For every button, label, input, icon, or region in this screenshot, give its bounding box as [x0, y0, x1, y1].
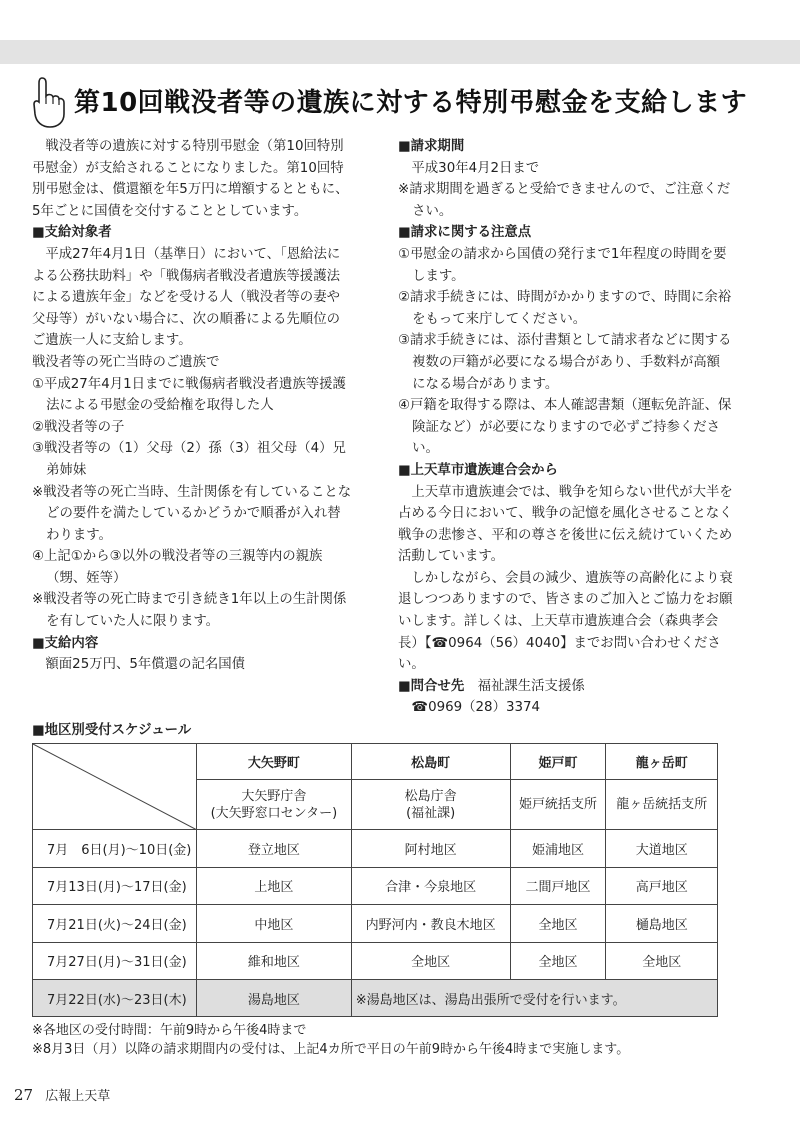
- caution-item-1: ①弔慰金の請求から国債の発行まで1年程度の時間を要します。: [398, 246, 727, 284]
- contact-department: 福祉課生活支援係: [477, 678, 585, 694]
- office-sub: (福祉課): [406, 805, 456, 821]
- district-cell: 姫浦地区: [510, 830, 606, 868]
- title-area: [28, 74, 773, 134]
- caution-item-4: ④戸籍を取得する際は、本人確認書類（運転免許証、保険証など）が必要になりますので必ずご持参ください。: [398, 398, 732, 457]
- office-cell: [351, 780, 510, 830]
- contact-phone: ☎0969（28）3374: [411, 700, 541, 716]
- district-cell: 登立地区: [197, 830, 352, 868]
- office-cell: 姫戸統括支所: [510, 780, 606, 830]
- district-cell: 合津・今泉地区: [351, 867, 510, 905]
- content-heading: ■支給内容: [32, 635, 99, 651]
- office-cell: 龍ヶ岳統括支所: [606, 780, 718, 830]
- district-cell: 大道地区: [606, 830, 718, 868]
- content-text: 額面25万円、5年償還の記名国債: [45, 657, 246, 673]
- district-cell: 全地区: [510, 905, 606, 943]
- district-cell: 二間戸地区: [510, 867, 606, 905]
- date-cell: 7月22日(水)～23日(木): [33, 980, 197, 1017]
- date-cell: 7月13日(月)～17日(金): [33, 867, 197, 905]
- footnote: ※8月3日（月）以降の請求期間内の受付は、上記4カ所で平日の午前9時から午後4時まで実施します。: [32, 1042, 630, 1057]
- right-column: [398, 136, 733, 719]
- eligible-item-4: ④上記①から③以外の戦没者等の三親等内の親族（甥、姪等）: [32, 549, 323, 586]
- caution-item-2: ②請求手続きには、時間がかかりますので、時間に余裕をもって来庁してください。: [398, 290, 732, 327]
- eligible-lead: 戦没者等の死亡当時のご遺族で: [32, 354, 220, 370]
- yushima-note-cell: ※湯島地区は、湯島出張所で受付を行います。: [351, 980, 717, 1017]
- district-cell: 上地区: [197, 867, 352, 905]
- district-cell: 内野河内・教良木地区: [351, 905, 510, 943]
- town-header: 松島町: [351, 744, 510, 780]
- date-cell: 7月27日(月)～31日(金): [33, 942, 197, 980]
- contact-heading: ■問合せ先: [398, 678, 465, 694]
- schedule-heading: ■地区別受付スケジュール: [32, 723, 192, 738]
- table-header-row: [33, 744, 718, 780]
- table-row: [33, 905, 718, 943]
- period-heading: ■請求期間: [398, 139, 465, 154]
- table-row: [33, 942, 718, 980]
- intro-paragraph: 戦没者等の遺族に対する特別弔慰金（第10回特別弔慰金）が支給されることになりました。第10回特別弔慰金は、償還額を年5万円に増額するとともに、5年ごとに国債を交付することとしています。: [32, 139, 349, 219]
- footnote: ※各地区の受付時間：午前9時から午後4時まで: [32, 1023, 307, 1038]
- district-cell: 中地区: [197, 905, 352, 943]
- period-text: 平成30年4月2日まで: [411, 160, 540, 176]
- district-cell: 阿村地区: [351, 830, 510, 868]
- page-title: 第10回戦没者等の遺族に対する特別弔慰金を支給します: [74, 88, 748, 118]
- eligible-item-2: ②戦没者等の子: [32, 419, 125, 435]
- eligible-note-1: ※戦没者等の死亡当時、生計関係を有していることなどの要件を満たしているかどうかで順番が入れ替わります。: [32, 484, 352, 543]
- table-row: [33, 867, 718, 905]
- caution-item-3: ③請求手続きには、添付書類として請求者などに関する複数の戸籍が必要になる場合があり、手数料が高額になる場合があります。: [398, 333, 732, 392]
- eligible-note-2: ※戦没者等の死亡時まで引き続き1年以上の生計関係を有していた人に限ります。: [32, 592, 347, 630]
- left-column: [32, 136, 352, 676]
- caution-heading: ■請求に関する注意点: [398, 225, 532, 241]
- page-number: 27: [14, 1086, 34, 1104]
- district-cell: 高戸地区: [606, 867, 718, 905]
- office-name: 松島庁舎: [404, 788, 457, 804]
- eligible-paragraph: 平成27年4月1日（基準日）において、「恩給法による公務扶助料」や「戦傷病者戦没者遺族等援護法による遺族年金」などを受ける人（戦没者等の妻や父母等）がいない場合に、次の順番による先順位のご遺族一人に支給します。: [32, 246, 341, 349]
- contact-line: [398, 676, 733, 698]
- header-band: [0, 40, 800, 64]
- corner-cell: [33, 744, 197, 830]
- publication-name: 広報上天草: [45, 1089, 111, 1104]
- town-header: 大矢野町: [197, 744, 352, 780]
- town-header: 龍ヶ岳町: [606, 744, 718, 780]
- page-footer: [14, 1085, 110, 1104]
- district-cell: 湯島地区: [197, 980, 352, 1017]
- office-cell: [197, 780, 352, 830]
- schedule-table: [32, 743, 718, 1017]
- eligible-item-3: ③戦没者等の（1）父母（2）孫（3）祖父母（4）兄弟姉妹: [32, 441, 346, 478]
- office-name: 大矢野庁舎: [241, 788, 307, 804]
- pointing-hand-icon: [28, 74, 68, 130]
- district-cell: 全地区: [606, 942, 718, 980]
- association-heading: ■上天草市遺族連合会から: [398, 462, 558, 478]
- diagonal-line: [33, 744, 197, 830]
- footnotes: [32, 1021, 772, 1059]
- town-header: 姫戸町: [510, 744, 606, 780]
- district-cell: 全地区: [351, 942, 510, 980]
- table-row-yushima: [33, 980, 718, 1017]
- office-sub: (大矢野窓口センター): [210, 805, 338, 821]
- date-cell: 7月21日(火)～24日(金): [33, 905, 197, 943]
- association-paragraph-2: しかしながら、会員の減少、遺族等の高齢化により衰退しつつありますので、皆さまのご加入とご協力をお願いします。詳しくは、上天草市遺族連合会（森典孝会長）【☎0964（56）4040】までお問い合わせください。: [398, 570, 733, 673]
- period-note: ※請求期間を過ぎると受給できませんので、ご注意ください。: [398, 182, 731, 219]
- eligible-heading: ■支給対象者: [32, 225, 112, 241]
- association-paragraph-1: 上天草市遺族連会では、戦争を知らない世代が大半を占める今日において、戦争の記憶を風化させることなく戦争の悲惨さ、平和の尊さを後世に伝え続けていくため活動しています。: [398, 484, 733, 565]
- district-cell: 樋島地区: [606, 905, 718, 943]
- district-cell: 全地区: [510, 942, 606, 980]
- district-cell: 維和地区: [197, 942, 352, 980]
- date-cell: 7月 6日(月)～10日(金): [33, 830, 197, 868]
- eligible-item-1: ①平成27年4月1日までに戦傷病者戦没者遺族等援護法による弔慰金の受給権を取得した人: [32, 376, 346, 414]
- table-row: [33, 830, 718, 868]
